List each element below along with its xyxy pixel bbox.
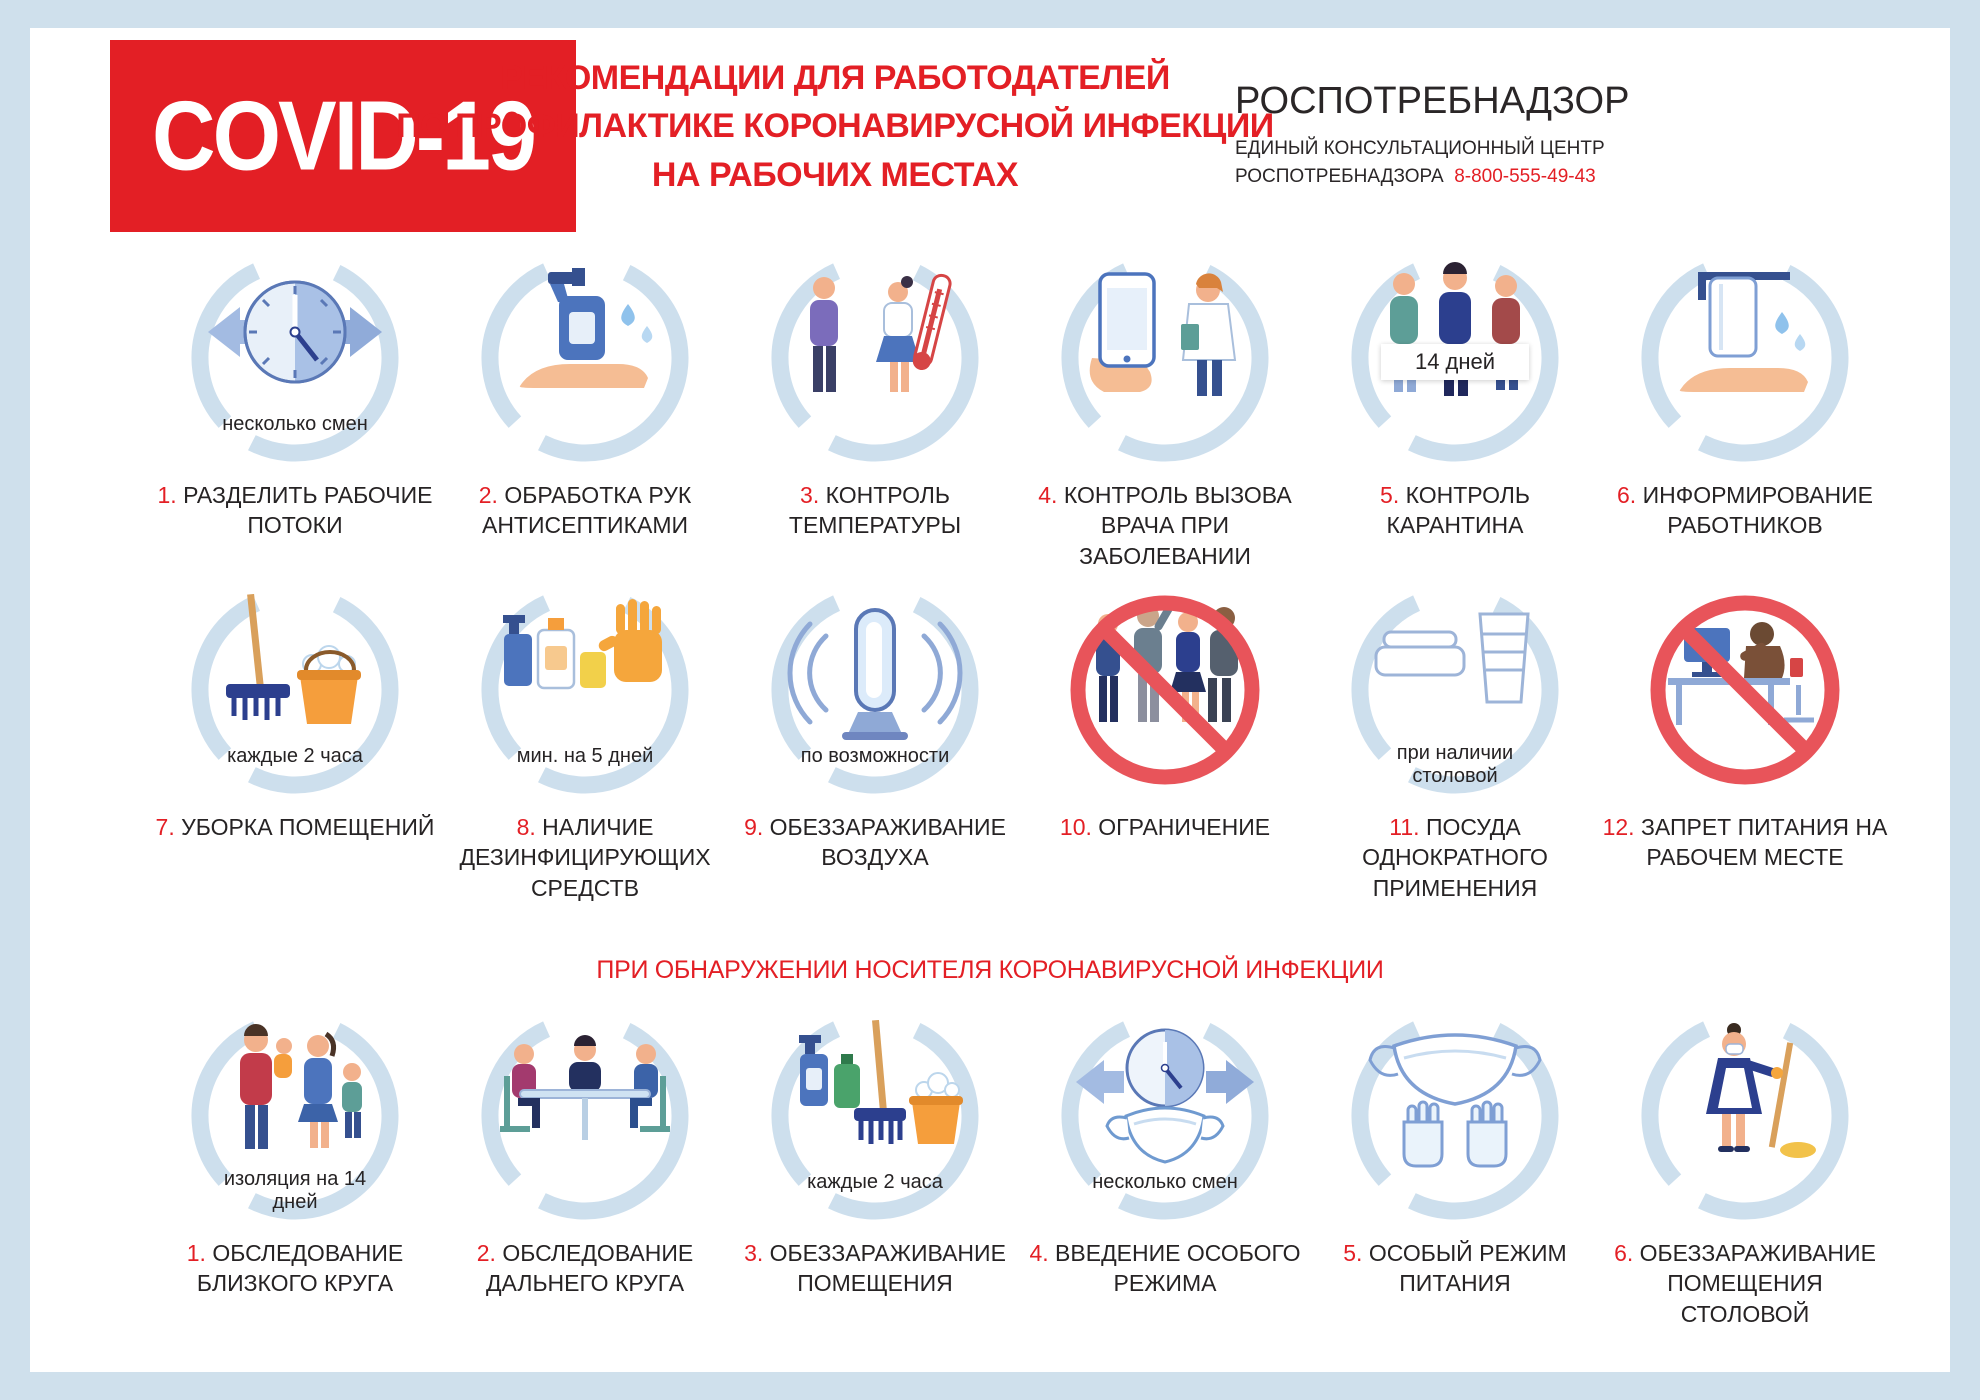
cleaning-staff-icon xyxy=(1650,1020,1840,1180)
carrier-row xyxy=(150,1010,1890,1329)
org-name: РОСПОТРЕБНАДЗОР xyxy=(1235,80,1630,122)
icon-disc xyxy=(769,1010,981,1222)
special-shift-clock-mask-icon xyxy=(1070,1020,1260,1180)
icon-disc xyxy=(1349,584,1561,796)
card-special-regime xyxy=(1020,1010,1310,1329)
card-temperature-control xyxy=(730,252,1020,571)
card-caption: при наличии столовой xyxy=(1396,742,1514,787)
card-label: 8. НАЛИЧИЕ ДЕЗИНФИЦИРУЮЩИХ СРЕДСТВ xyxy=(459,814,711,901)
card-label: 9. ОБЕЗЗАРАЖИВАНИЕ ВОЗДУХА xyxy=(744,814,1006,871)
card-label: 2. ОБРАБОТКА РУК АНТИСЕПТИКАМИ xyxy=(478,482,692,539)
icon-disc xyxy=(1349,1010,1561,1222)
family-icon xyxy=(200,1020,390,1180)
hotline-phone: 8-800-555-49-43 xyxy=(1454,165,1596,187)
temperature-check-icon xyxy=(780,262,970,422)
disposable-tableware-icon xyxy=(1360,594,1550,754)
icon-disc xyxy=(189,1010,401,1222)
card-label: 11. ПОСУДА ОДНОКРАТНОГО ПРИМЕНЕНИЯ xyxy=(1362,814,1548,901)
card-air-disinfection xyxy=(730,584,1020,903)
work-shifts-clock-icon xyxy=(200,262,390,422)
card-label: 5. КОНТРОЛЬ КАРАНТИНА xyxy=(1380,482,1530,539)
card-canteen-disinfection xyxy=(1600,1010,1890,1329)
card-hand-antiseptic xyxy=(440,252,730,571)
icon-disc xyxy=(769,584,981,796)
card-quarantine-control xyxy=(1310,252,1600,571)
title-line-1: РЕКОМЕНДАЦИИ ДЛЯ РАБОТОДАТЕЛЕЙ xyxy=(500,59,1170,97)
card-caption: несколько смен xyxy=(222,413,368,435)
mop-bucket-icon xyxy=(200,594,390,754)
prohibition-icon xyxy=(1639,584,1851,796)
card-label: 3. КОНТРОЛЬ ТЕМПЕРАТУРЫ xyxy=(788,482,962,539)
icon-disc xyxy=(1059,252,1271,464)
card-label: 10. ОГРАНИЧЕНИЕ xyxy=(1059,814,1271,840)
prohibition-icon xyxy=(1059,584,1271,796)
org-sub-line-1: ЕДИНЫЙ КОНСУЛЬТАЦИОННЫЙ ЦЕНТР xyxy=(1235,138,1605,159)
card-disposable-tableware xyxy=(1310,584,1600,903)
icon-disc xyxy=(1349,252,1561,464)
icon-disc xyxy=(479,252,691,464)
doctor-call-icon xyxy=(1070,262,1260,422)
card-label: 2. ОБСЛЕДОВАНИЕ ДАЛЬНЕГО КРУГА xyxy=(476,1240,694,1297)
covid19-badge-text: COVID-19 xyxy=(152,80,534,191)
hand-sanitizer-icon xyxy=(490,262,680,422)
icon-disc xyxy=(1059,584,1271,796)
card-label: 4. КОНТРОЛЬ ВЫЗОВА ВРАЧА ПРИ ЗАБОЛЕВАНИИ xyxy=(1038,482,1292,569)
workplace-row-1 xyxy=(150,252,1890,571)
air-disinfection-icon xyxy=(780,594,970,754)
disinfectant-supplies-icon xyxy=(490,594,680,754)
title-line-3: НА РАБОЧИХ МЕСТАХ xyxy=(651,155,1019,194)
card-label: 3. ОБЕЗЗАРАЖИВАНИЕ ПОМЕЩЕНИЯ xyxy=(744,1240,1006,1297)
card-label: 6. ОБЕЗЗАРАЖИВАНИЕ ПОМЕЩЕНИЯ СТОЛОВОЙ xyxy=(1614,1240,1876,1327)
card-label: 1. РАЗДЕЛИТЬ РАБОЧИЕ ПОТОКИ xyxy=(157,482,433,539)
card-room-disinfection xyxy=(730,1010,1020,1329)
mask-gloves-icon xyxy=(1360,1020,1550,1180)
card-label: 7. УБОРКА ПОМЕЩЕНИЙ xyxy=(155,814,435,840)
quarantine-days-badge: 14 дней xyxy=(1381,344,1529,380)
card-special-meal-regime xyxy=(1310,1010,1600,1329)
cleaning-supplies-icon xyxy=(780,1020,970,1180)
quarantine-group-icon xyxy=(1360,262,1550,422)
rospotrebnadzor-block xyxy=(1235,80,1695,190)
card-doctor-call-control xyxy=(1020,252,1310,571)
card-label: 12. ЗАПРЕТ ПИТАНИЯ НА РАБОЧЕМ МЕСТЕ xyxy=(1602,814,1888,871)
card-label: 5. ОСОБЫЙ РЕЖИМ ПИТАНИЯ xyxy=(1343,1240,1567,1297)
icon-disc xyxy=(479,584,691,796)
card-no-eating-at-workplace xyxy=(1600,584,1890,903)
card-caption: каждые 2 часа xyxy=(807,1171,943,1193)
card-caption: каждые 2 часа xyxy=(227,745,363,767)
card-caption: мин. на 5 дней xyxy=(516,745,654,767)
card-label: 1. ОБСЛЕДОВАНИЕ БЛИЗКОГО КРУГА xyxy=(186,1240,404,1297)
meeting-table-icon xyxy=(490,1020,680,1180)
card-gathering-restriction xyxy=(1020,584,1310,903)
card-label: 4. ВВЕДЕНИЕ ОСОБОГО РЕЖИМА xyxy=(1029,1240,1301,1297)
card-disinfectants-stock xyxy=(440,584,730,903)
card-label: 6. ИНФОРМИРОВАНИЕ РАБОТНИКОВ xyxy=(1617,482,1873,539)
workplace-row-2 xyxy=(150,584,1890,903)
icon-disc xyxy=(769,252,981,464)
card-caption: несколько смен xyxy=(1092,1171,1238,1193)
carrier-section-title: ПРИ ОБНАРУЖЕНИИ НОСИТЕЛЯ КОРОНАВИРУСНОЙ ИНФЕКЦИИ xyxy=(596,956,1384,984)
card-inform-workers xyxy=(1600,252,1890,571)
icon-disc xyxy=(189,584,401,796)
card-split-workflows xyxy=(150,252,440,571)
icon-disc xyxy=(189,252,401,464)
icon-disc xyxy=(479,1010,691,1222)
poster-title xyxy=(395,54,1275,199)
org-subtitle xyxy=(1235,135,1695,190)
card-room-cleaning xyxy=(150,584,440,903)
org-sub-line-2: РОСПОТРЕБНАДЗОРА 8-800-555-49-43 xyxy=(1235,165,1596,187)
poster-canvas xyxy=(30,28,1950,1372)
card-close-circle-screening xyxy=(150,1010,440,1329)
card-distant-circle-screening xyxy=(440,1010,730,1329)
card-caption: изоляция на 14 дней xyxy=(223,1168,367,1213)
towel-hand-icon xyxy=(1650,262,1840,422)
title-line-2: ПО ПРОФИЛАКТИКЕ КОРОНАВИРУСНОЙ ИНФЕКЦИИ xyxy=(396,107,1274,146)
card-caption: по возможности xyxy=(800,745,950,767)
icon-disc xyxy=(1059,1010,1271,1222)
icon-disc xyxy=(1639,252,1851,464)
icon-disc xyxy=(1639,1010,1851,1222)
icon-disc xyxy=(1639,584,1851,796)
